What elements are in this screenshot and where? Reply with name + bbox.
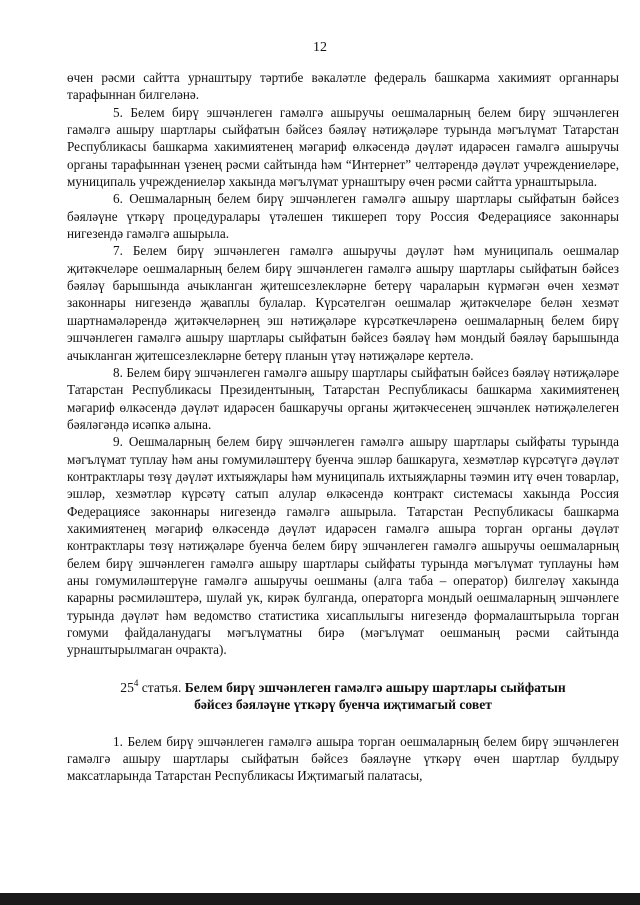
scan-bottom-edge: [0, 893, 640, 905]
paragraph-5: 5. Белем бирү эшчәнлеген гамәлгә ашыручы оешмаларның белем бирү эшчәнлеген гамәлгә ашыру шартлары сыйфатын бәйсез бәяләү нәтиҗәләре турында мәгълүмат Татарстан Республикасы башкарма хакимиятенең мәгариф өлкәсендә дәүләт идарәсен гамәлгә ашыручы органы тарафыннан үзенең рәсми сайтында һәм “Интернет” челтәрендә дәүләт учреждениеләре, муниципаль учреждениеләр хакында мәгълүмат урнаштыру өчен рәсми сайтта урнаштырыла.: [67, 104, 619, 190]
paragraph-continuation: өчен рәсми сайтта урнаштыру тәртибе вәкаләтле федераль башкарма хакимият органнары тарафыннан билгеләнә.: [67, 70, 619, 103]
article-number: $25^4$: [120, 677, 139, 695]
article-paragraph-1: 1. Белем бирү эшчәнлеген гамәлгә ашыра торган оешмаларның белем бирү эшчәнлеген гамәлгә ашыру шартлары сыйфатын бәйсез бәяләүне үткәрү өчен шартлар булдыру максатларында Татарстан Республикасы Иҗтимагый палатасы,: [67, 733, 619, 784]
paragraph-9: 9. Оешмаларның белем бирү эшчәнлеген гамәлгә ашыру шартлары сыйфаты турында мәгълүмат туплау һәм аны гомумиләштерү буенча эшләр башкаруга, хезмәтләр күрсәтүгә дәүләт контрактлары төзү дәүләт ихтыяҗлары һәм муниципаль ихтыяҗларны тәэмин итү өчен товарлар, эшләр, хезмәтләр күрсәтү сатып алулар өлкәсендә контракт системасы хакында Россия Федерациясе законнары нигезендә гамәлгә ашырыла. Татарстан Республикасы башкарма хакимиятенең мәгариф өлкәсендә дәүләт идарәсен гамәлгә ашыра торган органы дәүләт контрактлары төзү нәтиҗәләре буенча белем бирү эшчәнлеген гамәлгә ашыручы оешмаларның белем бирү эшчәнлеген гамәлгә ашыру шартлары сыйфаты турында мәгълүмат туплауны һәм аны гомумиләштерүне гамәлгә ашыручы оешманы (алга таба – оператор) билгеләү хакында карарны рәсмиләштерә, шулай ук, кирәк булганда, операторга мондый оешмаларның эшчәнлеге турында дәүләт һәм ведомство статистика хисаплылыгы нигезендә формалаштырыла торган гомуми файдаланудагы мәгълүматны бирә (мәгълүмат оешманың рәсми сайтында урнаштырылмаган очракта).: [67, 434, 619, 658]
article-number-superscript: 4: [133, 677, 139, 688]
article-title-line-1: Белем бирү эшчәнлеген гамәлгә ашыру шартлары сыйфатын: [184, 679, 566, 695]
document-body: [67, 69, 619, 785]
article-title-line-2: бәйсез бәяләүне үткәрү буенча иҗтимагый совет: [194, 697, 492, 713]
page-number: 12: [313, 40, 327, 55]
paragraph-8: 8. Белем бирү эшчәнлеген гамәлгә ашыру шартлары сыйфатын бәйсез бәяләү нәтиҗәләре Татарстан Республикасы Президентының, Татарстан Республикасы башкарма хакимиятенең мәгариф өлкәсендә дәүләт идарәсен башкаручы органы җитәкчесенең эшчәнлек нәтиҗәлелеген бәяләгәндә исәпкә алына.: [67, 364, 619, 432]
paragraph-7: 7. Белем бирү эшчәнлеген гамәлгә ашыручы дәүләт һәм муниципаль оешмалар җитәкчеләре оешмаларның белем бирү эшчәнлеген гамәлгә ашыру шартлары сыйфатын бәйсез бәяләү барышында ачыкланган җитешсезлекләрне бетерү чараларын күрмәгән өчен хезмәт законнары нигезендә җаваплы булалар. Күрсәтелгән оешмалар җитәкчеләре белән хезмәт шартнамәләрендә җитәкчеләрнең эш нәтиҗәләре күрсәткечләренә оешмаларның белем бирү эшчәнлеген гамәлгә ашыру шартлары сыйфатын бәйсез бәяләү һәм мондый бәяләү барышында ачыкланган җитешсезлекләрне бетерү планын үтәү нәтиҗәләре кертелә.: [67, 243, 619, 363]
article-heading: [67, 679, 619, 714]
paragraph-6: 6. Оешмаларның белем бирү эшчәнлеген гамәлгә ашыру шартлары сыйфатын бәйсез бәяләүне үткәрү процедуралары үтәлешен тикшереп тору Россия Федерациясе законнары нигезендә гамәлгә ашырыла.: [67, 191, 619, 242]
article-prefix: статья.: [138, 679, 185, 695]
